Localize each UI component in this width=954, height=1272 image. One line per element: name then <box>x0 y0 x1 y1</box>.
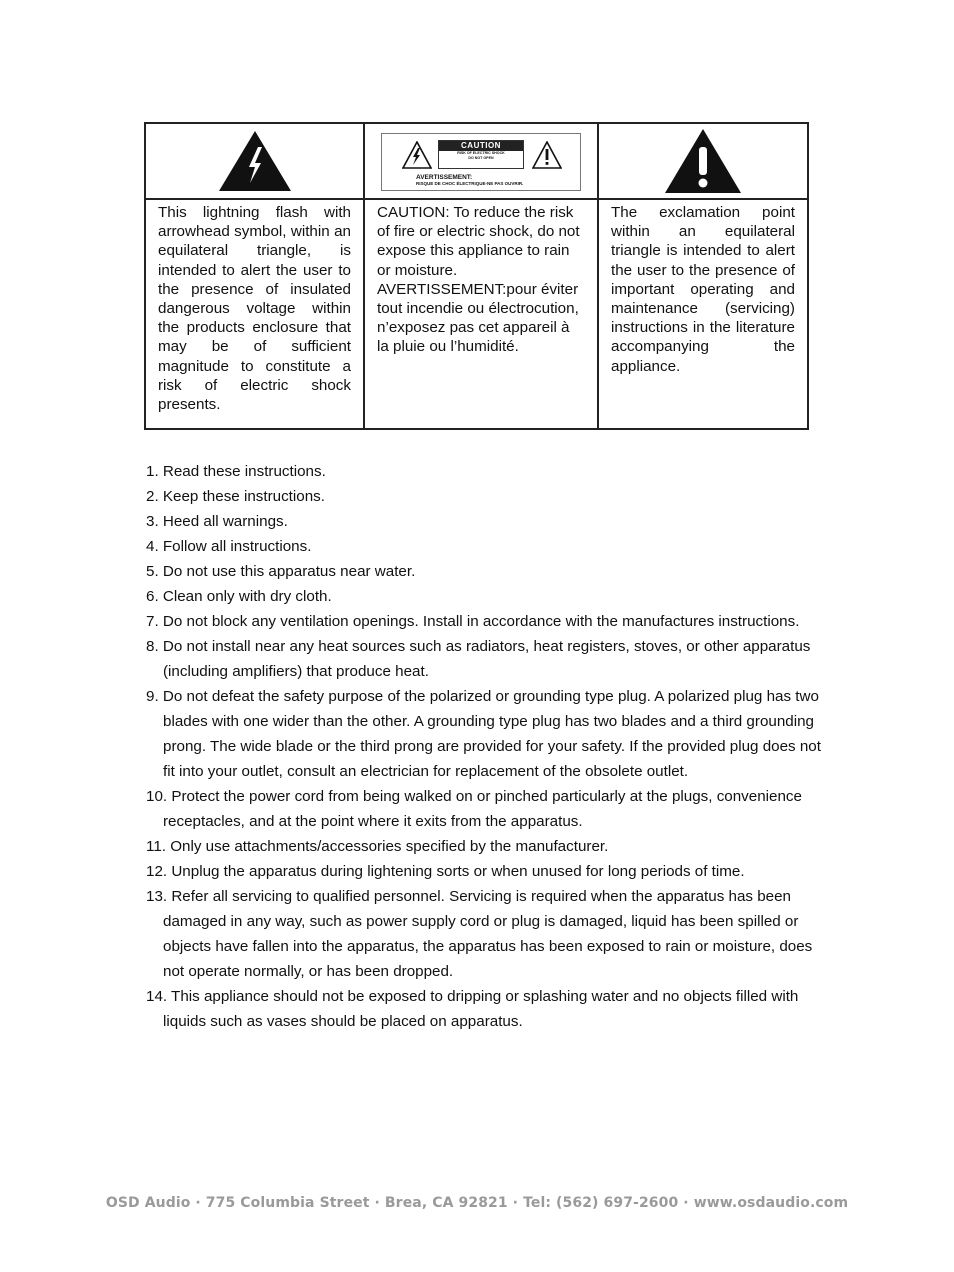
list-item: 2. Keep these instructions. <box>146 488 325 505</box>
list-item: 11. Only use attachments/accessories specified by the manufacturer. <box>146 838 609 855</box>
exclamation-symbol-cell <box>599 124 807 200</box>
caution-description-fr: AVERTISSEMENT:pour éviter tout incendie ou électrocution, n’exposez pas cet appareil à la pluie ou l’humidité. <box>377 280 579 356</box>
small-lightning-icon <box>402 141 432 169</box>
safety-instructions-list <box>146 459 826 1034</box>
list-item: 3. Heed all warnings. <box>146 513 288 530</box>
caution-label-icon <box>381 133 581 191</box>
caution-label-cell <box>365 124 599 200</box>
exclamation-description-text: The exclamation point within an equilateral triangle is intended to alert the user to the presence of important operating and maintenance (servicing) instructions in the literature accompanying the appliance. <box>611 204 795 375</box>
avertissement-subline: RISQUE DE CHOC ÉLECTRIQUE-NE PAS OUVRIR. <box>416 181 524 186</box>
list-item: 7. Do not block any ventilation openings. Install in accordance with the manufactures instructions. <box>146 613 800 630</box>
avertissement-title: AVERTISSEMENT: <box>416 174 473 181</box>
lightning-symbol-cell <box>146 124 365 200</box>
exclamation-warning-icon <box>663 127 743 195</box>
list-item: 13. Refer all servicing to qualified personnel. Servicing is required when the apparatus has been damaged in any way, such as power supply cord or plug is damaged, liquid has been spilled or objects have fallen into the apparatus, the apparatus has been exposed to rain or moisture, does not operate normally, or has been dropped. <box>146 888 813 980</box>
lightning-description-text: This lightning flash with arrowhead symbol, within an equilateral triangle, is intended to alert the user to the presence of insulated dangerous voltage within the products enclosure that may be of sufficient magnitude to constitute a risk of electric shock presents. <box>158 204 351 414</box>
list-item: 5. Do not use this apparatus near water. <box>146 563 416 580</box>
caution-box-title: CAUTION <box>439 141 523 151</box>
exclamation-description <box>599 200 807 428</box>
caution-description-en: CAUTION: To reduce the risk of fire or electric shock, do not expose this appliance to rain or moisture. <box>377 204 580 279</box>
caution-box-subline: DO NOT OPEN <box>468 156 494 160</box>
caution-description <box>365 200 599 428</box>
list-item: 6. Clean only with dry cloth. <box>146 588 332 605</box>
list-item: 1. Read these instructions. <box>146 463 326 480</box>
list-item: 12. Unplug the apparatus during lightening sorts or when unused for long periods of time. <box>146 863 745 880</box>
page-footer: OSD Audio · 775 Columbia Street · Brea, CA 92821 · Tel: (562) 697-2600 · www.osdaudio.com <box>105 1195 849 1211</box>
list-item: 8. Do not install near any heat sources such as radiators, heat registers, stoves, or other apparatus (including amplifiers) that produce heat. <box>146 638 811 680</box>
safety-symbols-table <box>144 122 809 430</box>
caution-box <box>438 140 524 169</box>
lightning-warning-icon <box>217 129 293 193</box>
list-item: 9. Do not defeat the safety purpose of the polarized or grounding type plug. A polarized plug has two blades with one wider than the other. A grounding type plug has two blades and a third grounding prong. The wide blade or the third prong are provided for your safety. If the provided plug does not fit into your outlet, consult an electrician for replacement of the obsolete outlet. <box>146 688 821 780</box>
lightning-description <box>146 200 365 428</box>
list-item: 14. This appliance should not be exposed to dripping or splashing water and no objects filled with liquids such as vases should be placed on apparatus. <box>146 988 799 1030</box>
list-item: 4. Follow all instructions. <box>146 538 312 555</box>
list-item: 10. Protect the power cord from being walked on or pinched particularly at the plugs, convenience receptacles, and at the point where it exits from the apparatus. <box>146 788 802 830</box>
small-exclamation-icon <box>532 141 562 169</box>
caution-box-subline: RISK OF ELECTRIC SHOCK <box>457 151 505 155</box>
